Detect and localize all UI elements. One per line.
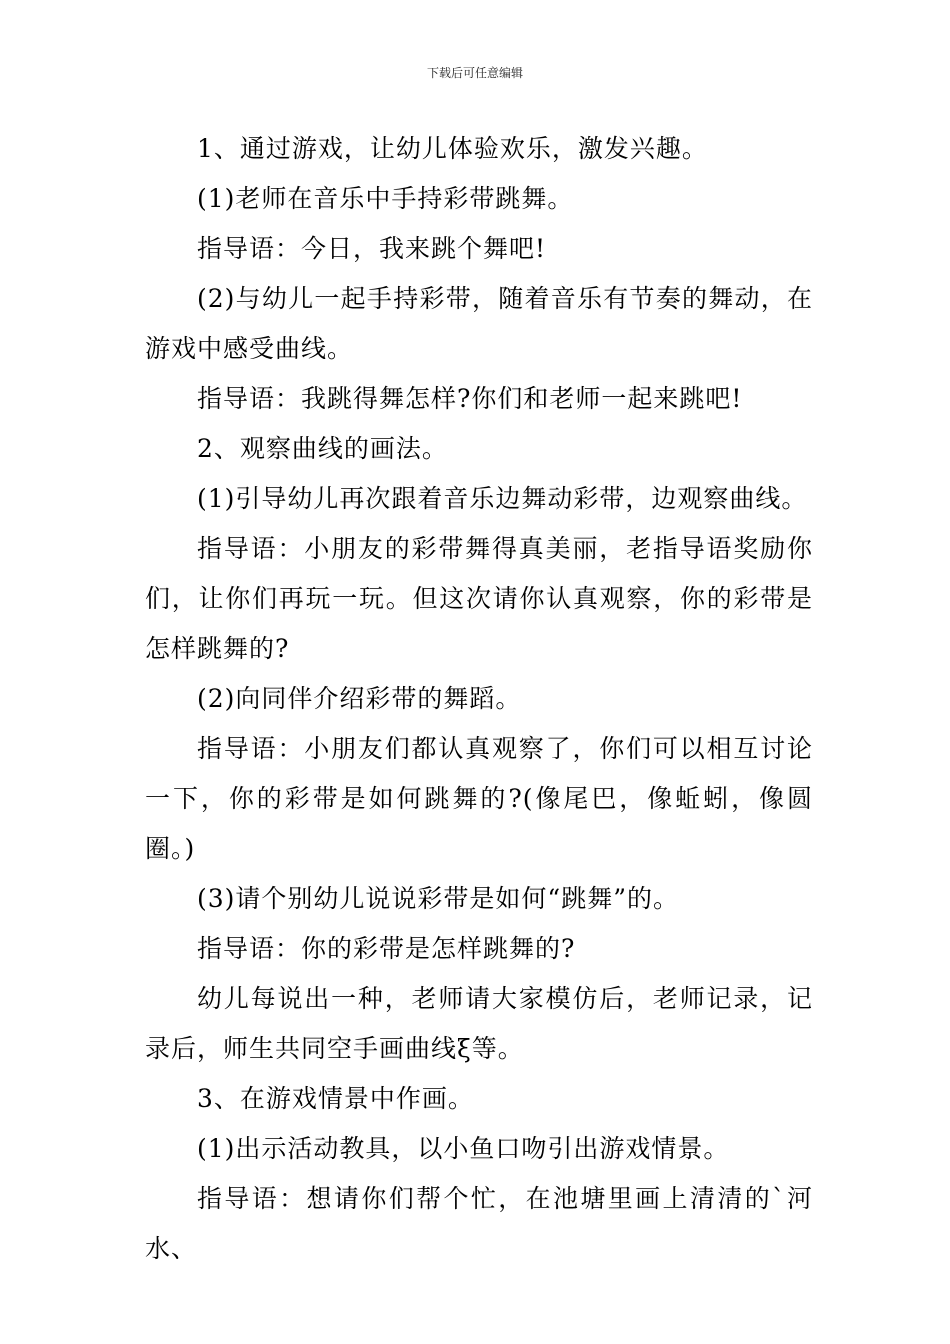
document-body — [145, 124, 813, 1274]
paragraph-section-1-heading: 1、通过游戏，让幼儿体验欢乐，激发兴趣。 — [197, 134, 708, 163]
paragraph-section-2-heading: 2、观察曲线的画法。 — [197, 434, 448, 463]
paragraph-guidance: 指导语：我跳得舞怎样?你们和老师一起来跳吧! — [197, 384, 743, 413]
paragraph-step-2-2: (2)向同伴介绍彩带的舞蹈。 — [197, 684, 522, 713]
paragraph-guidance: 指导语：想请你们帮个忙，在池塘里画上清清的`河水、 — [145, 1184, 813, 1263]
page-header: 下载后可任意编辑 — [426, 66, 523, 80]
paragraph-section-3-heading: 3、在游戏情景中作画。 — [197, 1084, 474, 1113]
paragraph-step-2-3: (3)请个别幼儿说说彩带是如何“跳舞”的。 — [197, 884, 679, 913]
paragraph-guidance: 指导语：小朋友的彩带舞得真美丽，老指导语奖励你们，让你们再玩一玩。但这次请你认真观察，你的彩带是怎样跳舞的? — [145, 534, 813, 663]
paragraph-step-2-1: (1)引导幼儿再次跟着音乐边舞动彩带，边观察曲线。 — [197, 484, 808, 513]
paragraph-guidance: 指导语：小朋友们都认真观察了，你们可以相互讨论一下，你的彩带是如何跳舞的?(像尾巴，像蚯蚓，像圆圈。) — [145, 734, 813, 863]
paragraph-body-text: 幼儿每说出一种，老师请大家模仿后，老师记录，记录后，师生共同空手画曲线ξ等。 — [145, 984, 813, 1063]
paragraph-step-1-2: (2)与幼儿一起手持彩带，随着音乐有节奏的舞动，在游戏中感受曲线。 — [145, 284, 813, 363]
paragraph-step-1-1: (1)老师在音乐中手持彩带跳舞。 — [197, 184, 574, 213]
paragraph-step-3-1: (1)出示活动教具，以小鱼口吻引出游戏情景。 — [197, 1134, 730, 1163]
paragraph-guidance: 指导语：今日，我来跳个舞吧! — [197, 234, 547, 263]
paragraph-guidance: 指导语：你的彩带是怎样跳舞的? — [197, 934, 576, 963]
